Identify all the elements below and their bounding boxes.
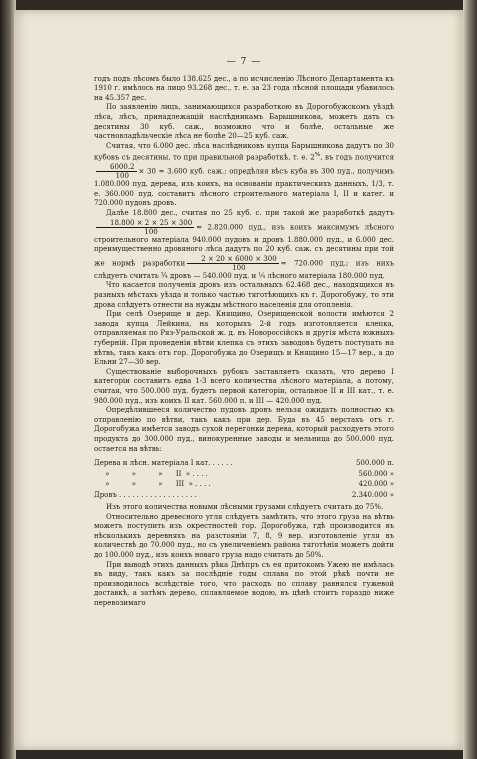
table-row-value: 500.000 п. bbox=[355, 459, 394, 468]
fraction-3-numerator: 2 × 20 × 6000 × 300 bbox=[187, 255, 278, 264]
table-row-label: Дровъ . . . . . . . . . . . . . . . . . . bbox=[94, 490, 197, 499]
table-row-value: 2.340.000 » bbox=[351, 490, 394, 499]
paragraph-4 bbox=[94, 209, 394, 281]
page-edge-shadow bbox=[463, 0, 477, 759]
paragraph-3: Считая, что 6.000 дес. лѣса наслѣдниковъ купца Барышникова дадутъ по 30 кубовъ съ десятины, то при правильной разработкѣ, т. е. 2%, въ годъ получится $\frac{6000.2}{100}$ × 30 = 3.600 куб. саж.; опредѣляя вѣсъ куба въ 300 пуд., получимъ 1.080.000 пуд. дерева, изъ коихъ, на основаніи практическихъ данныхъ, 1/3, т. е. 360.000 пуд. составитъ лѣсного строительного матеріала I, II и катег. и 720.000 пудовъ дровъ. bbox=[94, 141, 394, 208]
table-row-label: Дерева и лѣсн. матеріала I кат. . . . . . bbox=[94, 459, 233, 468]
table-row-label: » » » III » . . . . bbox=[94, 480, 211, 489]
table-row bbox=[94, 479, 394, 490]
paragraph-1: годъ подъ лѣсомъ было 138.625 дес., а по исчисленію Лѣсного Департамента къ 1910 г. имѣлось на лицо 93.268 дес., т. е. за 23 года лѣсной площади убавилось на 45.357 дес. bbox=[94, 74, 394, 102]
paragraph-8: Опредѣлившееся количество пудовъ дровъ нельзя ожидать полностью къ отправленію по вѣтви, такъ какъ при дер. Буда въ 45 верстахъ отъ г. Дорогобужа имѣется заводъ сухой перегонки дерева, который расходуетъ этого продукта до 300.000 пуд., винокуренные заводы и мельница до 500.000 пуд. остается на вѣтвь: bbox=[94, 406, 394, 453]
paragraph-3-part-d: куб. саж.; опредѣляя вѣсъ куба въ 300 пуд., получимъ 1.080.000 пуд. дерева, изъ коихъ, на основаніи практическихъ данныхъ, 1/3, т. е. 360.000 пуд. составитъ лѣсного строительного матеріала I, II и катег. и 720.000 пудовъ дровъ. bbox=[94, 167, 394, 208]
table-row bbox=[94, 458, 394, 469]
paragraph-10: Относительно древесного угля слѣдуетъ замѣтить, что этого груза на вѣтвь можетъ поступить изъ окрестностей гор. Дорогобужа, гдѣ производится въ нѣсколькихъ деревняхъ на разстояніи 7, 8, 9 вер. изготовленіе угля въ количествѣ до 70.000 пуд., но съ увеличеніемъ района тяготѣнія можетъ дойти до 100.000 пуд., изъ коихъ новаго груза надо считать до 50%. bbox=[94, 512, 394, 560]
cargo-table bbox=[94, 458, 394, 500]
paragraph-4-part-b: = 2.820.000 пуд., изъ коихъ максимумъ лѣсного строительного матеріала 940.000 пудовъ и дровъ 1.880.000 пуд., и 6.000 дес. преимущественно дровяного лѣса дадутъ по 20 куб. саж. съ десятины при той же нормѣ разработки bbox=[94, 223, 394, 268]
fraction-1-numerator: 6000.2 bbox=[96, 163, 137, 172]
table-row-value: 560.000 » bbox=[358, 469, 394, 478]
paragraph-6: При селѣ Озерище и дер. Княщино, Озерищенской волости имѣются 2 завода купца Лейкина, на которыхъ 2-й годъ изготовляется клепка, отправляемая по Ряз-Уральской ж. д. въ Новороссійскъ и другія мѣста южныхъ губерній. При проведеніи вѣтви клепка съ этихъ заводовъ будетъ поступать на вѣтвь, такъ какъ отъ гор. Дорогобужа до Озерищъ и Княщино 15—17 вер., а до Ельни 27—30 вер. bbox=[94, 310, 394, 367]
paragraph-11: При выводѣ этихъ данныхъ рѣка Днѣпръ съ ея притокомъ Ужею не имѣлась въ виду, такъ какъ за послѣдніе годы сплава по этой рѣкѣ почти не производилось вслѣдствіе того, что расходъ по сплаву равнялся гужевой доставкѣ, а затѣмъ дерево, сплавляемое водою, въ цѣнѣ стоитъ гораздо ниже перевозимаго bbox=[94, 560, 394, 608]
fraction-2-numerator: 18.800 × 2 × 25 × 300 bbox=[96, 219, 194, 228]
fraction-3 bbox=[187, 255, 278, 272]
paragraph-3-part-c: × 30 = 3.600 bbox=[138, 167, 188, 176]
paragraph-3-part-a: Считая, что 6.000 дес. лѣса наслѣдниковъ купца Барышникова дадутъ по 30 кубовъ съ десятины, то при правильной разработкѣ, т. е. bbox=[94, 141, 394, 162]
paragraph-2: По заявленію лицъ, занимающихся разработкою въ Дорогобужскомъ уѣздѣ лѣса, лѣсъ, принадлежащій наслѣдникамъ Барышникова, можетъ дать съ десятины 30 куб. саж., возможно что и болѣе, остальные же частновладѣльческіе лѣса не болѣе 20—25 куб. саж. bbox=[94, 103, 394, 141]
page-number: — 7 — bbox=[226, 57, 262, 67]
fraction-1-denominator: 100 bbox=[115, 172, 129, 181]
table-row-label: » » » II » . . . . bbox=[94, 469, 208, 478]
fraction-1 bbox=[96, 163, 137, 180]
paragraph-4-part-a: Далѣе 18.800 дес., считая по 25 куб. с. при такой же разработкѣ дадутъ bbox=[106, 209, 394, 218]
paragraph-7: Существованіе выборочныхъ рубокъ заставляетъ сказать, что дерево I категоріи составитъ едва 1-3 всего количества лѣсного матеріала, а потому, считая, что 500.000 пуд. будетъ первой категоріи, остальное II и III кат., т. е. 980.000 пуд., изъ коихъ II кат. 560.000 п. и III — 420.000 пуд. bbox=[94, 367, 394, 405]
fraction-2 bbox=[96, 219, 194, 236]
fraction-3-denominator: 100 bbox=[232, 263, 246, 272]
paragraph-4-part-c: = 720.000 пуд.; изъ нихъ слѣдуетъ считать ¾ дровъ — 540.000 пуд. и ¼ лѣсного матеріала 180.000 пуд. bbox=[94, 259, 394, 280]
paragraph-3-part-b: въ годъ получится bbox=[325, 153, 394, 162]
table-row-value: 420.000 » bbox=[358, 480, 394, 489]
table-row bbox=[94, 469, 394, 480]
paragraph-9: Изъ этого количества новыми лѣсными грузами слѣдуетъ считать до 75%. bbox=[106, 503, 384, 512]
table-row bbox=[94, 490, 394, 501]
paragraph-5: Что касается полученія дровъ изъ остальныхъ 62.468 дес., находящихся въ разныхъ мѣстахъ уѣзда и только частью тяготѣющихъ къ г. Дорогобужу, то эти дрова слѣдуетъ отнести на нужды мѣстного населенія для отопленія. bbox=[94, 281, 394, 309]
page-text bbox=[94, 58, 394, 609]
fraction-2-denominator: 100 bbox=[144, 227, 158, 236]
